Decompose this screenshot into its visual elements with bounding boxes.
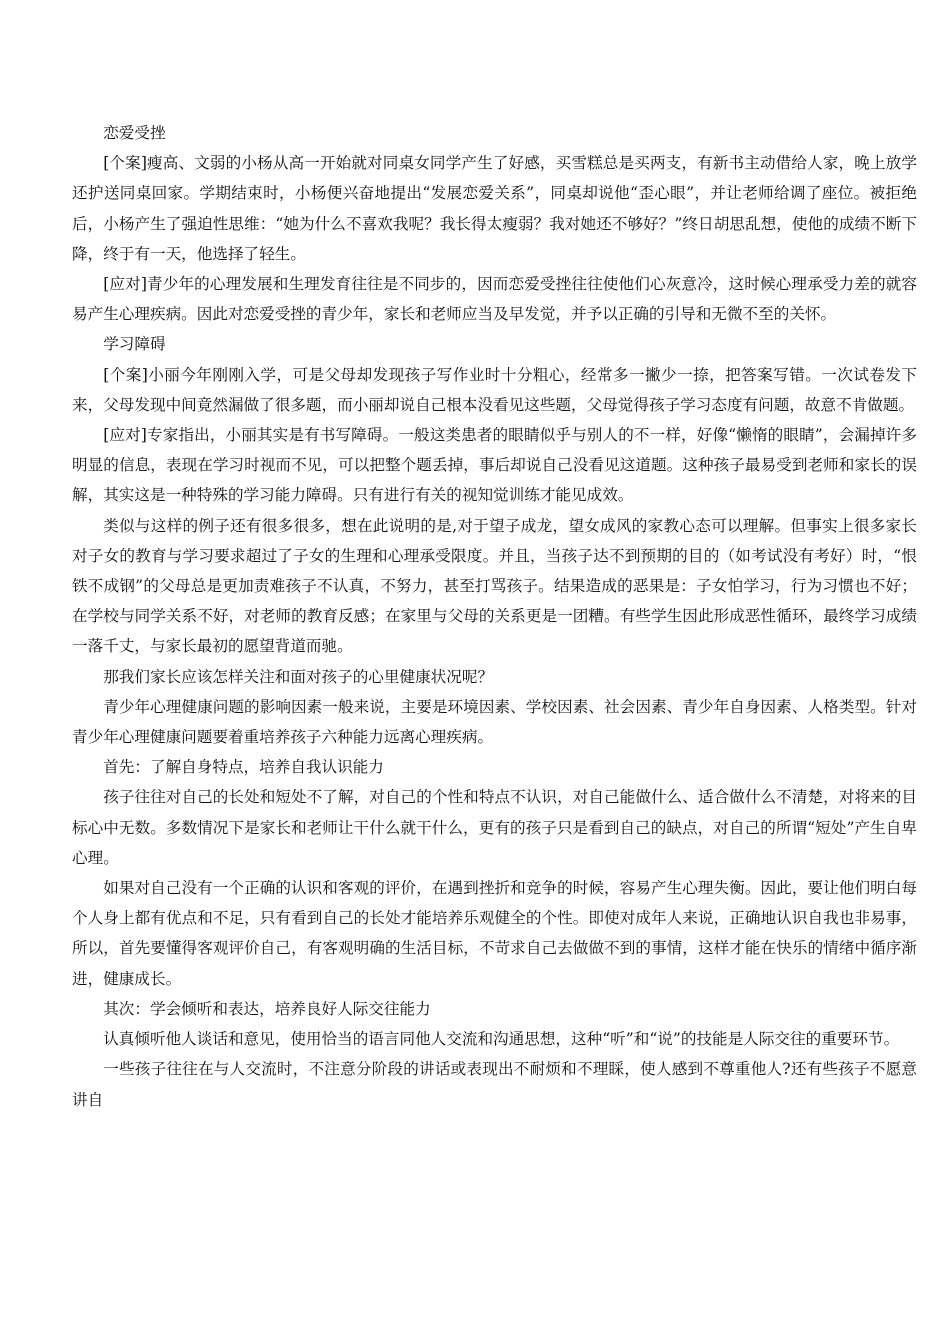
section-heading-second: 其次：学会倾听和表达，培养良好人际交往能力	[103, 999, 431, 1018]
paragraph-parent-expectations: 类似与这样的例子还有很多很多，想在此说明的是,对于望子成龙，望女成风的家教心态可以理解。但事实上很多家长对子女的教育与学习要求超过了子女的生理和心理承受限度。并且，当孩子达不到预期的目的（如考试没有考好）时，“恨铁不成钢”的父母总是更加责难孩子不认真，不努力，甚至打骂孩子。结果造成的恶果是：子女怕学习，行为习惯也不好；在学校与同学关系不好，对老师的教育反感；在家里与父母的关系更是一团糟。有些学生因此形成恶性循环，最终学习成绩一落千丈，与家长最初的愿望背道而驰。	[72, 516, 917, 656]
paragraph-case-xiaoyang: [个案]瘦高、文弱的小杨从高一开始就对同桌女同学产生了好感，买雪糕总是买两支，有新书主动借给人家，晚上放学还护送同桌回家。学期结束时，小杨便兴奋地提出“发展恋爱关系”，同桌却说他“歪心眼”，并让老师给调了座位。被拒绝后，小杨产生了强迫性思维：“她为什么不喜欢我呢？我长得太瘦弱？我对她还不够好？”终日胡思乱想，使他的成绩不断下降，终于有一天，他选择了轻生。	[72, 154, 917, 263]
paragraph-communication-issues: 一些孩子往往在与人交流时，不注意分阶段的讲话或表现出不耐烦和不理睬，使人感到不尊重他人?还有些孩子不愿意讲自	[72, 1060, 917, 1109]
section-heading-love-setback: 恋爱受挫	[103, 124, 166, 142]
paragraph-objective-evaluation: 如果对自己没有一个正确的认识和客观的评价，在遇到挫折和竞争的时候，容易产生心理失衡。因此，要让他们明白每个人身上都有优点和不足，只有看到自己的长处才能培养乐观健全的个性。即使对成年人来说，正确地认识自我也非易事，所以，首先要懂得客观评价自己，有客观明确的生活目标，不苛求自己去做做不到的事情，这样才能在快乐的情绪中循序渐进，健康成长。	[72, 879, 917, 988]
paragraph-case-xiaoli: [个案]小丽今年刚刚入学，可是父母却发现孩子写作业时十分粗心，经常多一撇少一捺，把答案写错。一次试卷发下来，父母发现中间竟然漏做了很多题，而小丽却说自己根本没看见这些题，父母觉得孩子学习态度有问题，故意不肯做题。	[72, 365, 917, 414]
paragraph-response-love-setback: [应对]青少年的心理发展和生理发育往往是不同步的，因而恋爱受挫往往使他们心灰意冷，这时候心理承受力差的就容易产生心理疾病。因此对恋爱受挫的青少年，家长和老师应当及早发觉，并予以正确的引导和无微不至的关怀。	[72, 275, 917, 324]
document-body	[72, 118, 917, 1115]
section-heading-learning-disorder: 学习障碍	[103, 335, 166, 354]
paragraph-listening-speaking: 认真倾听他人谈话和意见，使用恰当的语言同他人交流和沟通思想，这种“听”和“说”的技能是人际交往的重要环节。	[103, 1030, 900, 1049]
paragraph-influencing-factors: 青少年心理健康问题的影响因素一般来说，主要是环境因素、学校因素、社会因素、青少年自身因素、人格类型。针对青少年心理健康问题要着重培养孩子六种能力远离心理疾病。	[72, 697, 917, 747]
section-heading-first: 首先：了解自身特点，培养自我认识能力	[103, 758, 384, 777]
paragraph-response-learning-disorder: [应对]专家指出，小丽其实是有书写障碍。一般这类患者的眼睛似乎与别人的不一样，好像“懒惰的眼睛”，会漏掉许多明显的信息，表现在学习时视而不见，可以把整个题丢掉，事后却说自己没看见这道题。这种孩子最易受到老师和家长的误解，其实这是一种特殊的学习能力障碍。只有进行有关的视知觉训练才能见成效。	[72, 426, 917, 505]
paragraph-self-knowledge: 孩子往往对自己的长处和短处不了解，对自己的个性和特点不认识，对自己能做什么、适合做什么不清楚，对将来的目标心中无数。多数情况下是家长和老师让干什么就干什么，更有的孩子只是看到自己的缺点，对自己的所谓“短处”产生自卑心理。	[72, 788, 917, 867]
paragraph-question: 那我们家长应该怎样关注和面对孩子的心里健康状况呢？	[103, 667, 494, 686]
